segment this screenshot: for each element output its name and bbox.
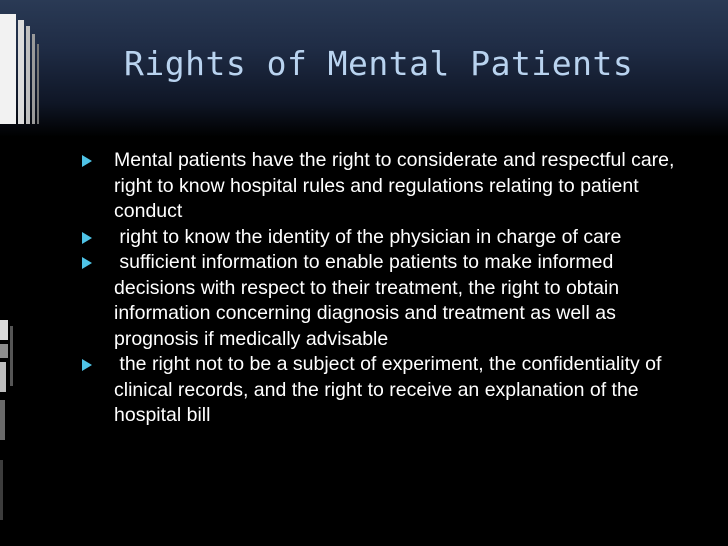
bullet-triangle-icon xyxy=(82,359,92,371)
bullet-text: right to know the identity of the physician in charge of care xyxy=(114,225,622,248)
bullet-text: the right not to be a subject of experiment, the confidentiality of clinical records, and the right to receive an explanation of the hospital bill xyxy=(114,353,667,426)
bullet-text: sufficient information to enable patients to make informed decisions with respect to their treatment, the right to obtain information concerning diagnosis and treatment as well as prognosis if medically advisable xyxy=(114,251,625,350)
bullet-triangle-icon xyxy=(82,257,92,269)
bullet-item xyxy=(82,352,692,429)
bullet-item xyxy=(82,250,692,352)
bullet-item xyxy=(82,148,692,225)
bullet-list xyxy=(82,148,692,429)
bullet-text: Mental patients have the right to considerate and respectful care, right to know hospital rules and regulations relating to patient conduct xyxy=(114,149,675,222)
bullet-triangle-icon xyxy=(82,155,92,167)
bullet-triangle-icon xyxy=(82,232,92,244)
bullet-item xyxy=(82,225,692,251)
left-edge-decoration-bottom xyxy=(0,320,46,546)
slide-title: Rights of Mental Patients xyxy=(124,44,634,83)
left-edge-decoration-top xyxy=(0,14,46,124)
